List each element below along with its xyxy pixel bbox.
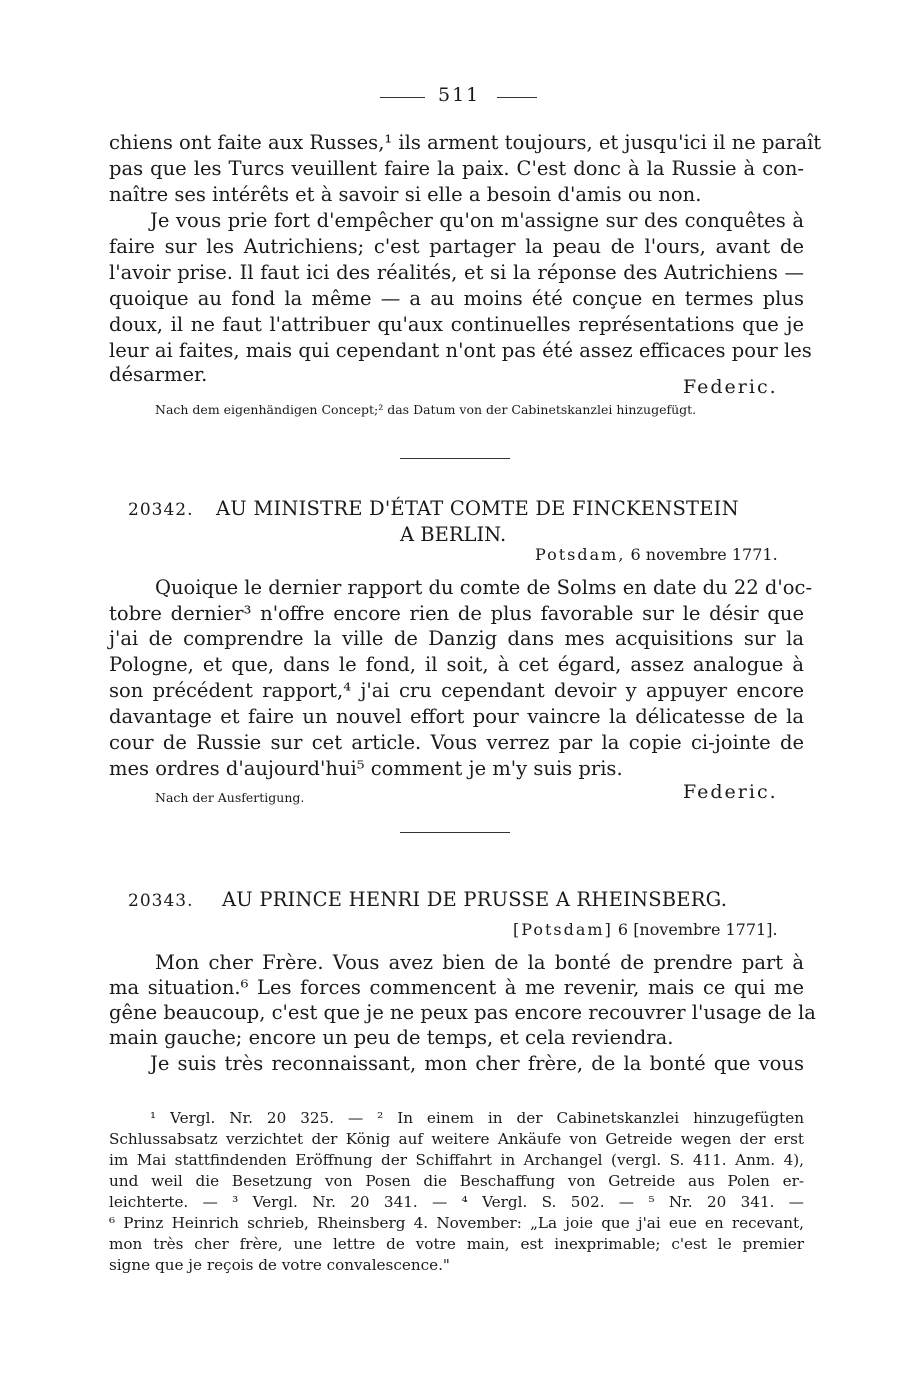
- text-line: chiens ont faite aux Russes,¹ ils arment toujours, et jusqu'ici il ne paraît: [109, 131, 822, 154]
- text-line: doux, il ne faut l'attribuer qu'aux continuelles représentations que je: [109, 313, 804, 336]
- text-line: davantage et faire un nouvel effort pour vaincre la délicatesse de la: [109, 705, 804, 728]
- signature: Federic.: [683, 781, 778, 803]
- footnote-line: ⁶ Prinz Heinrich schrieb, Rheinsberg 4. November: „La joie que j'ai eue en recevant,: [109, 1214, 804, 1232]
- text-line: Pologne, et que, dans le fond, il soit, à cet égard, assez analogue à: [109, 653, 804, 676]
- header-rule-left: [380, 97, 425, 98]
- text-line: Quoique le dernier rapport du comte de Solms en date du 22 d'oc-: [155, 576, 813, 599]
- text-line: Mon cher Frère. Vous avez bien de la bonté de prendre part à: [155, 951, 804, 974]
- section-divider: [400, 832, 510, 833]
- source-note: Nach der Ausfertigung.: [155, 790, 305, 805]
- letter-heading: AU MINISTRE D'ÉTAT COMTE DE FINCKENSTEIN: [216, 497, 739, 520]
- dateline-place: Potsdam,: [535, 545, 626, 564]
- text-line: faire sur les Autrichiens; c'est partager la peau de l'ours, avant de: [109, 235, 804, 258]
- dateline: [535, 545, 778, 564]
- footnote-line: im Mai stattfindenden Eröffnung der Schiffahrt in Archangel (vergl. S. 411. Anm. 4),: [109, 1151, 804, 1169]
- dateline-date: 6 [novembre 1771].: [617, 920, 778, 939]
- footnote-line: leichterte. — ³ Vergl. Nr. 20 341. — ⁴ Vergl. S. 502. — ⁵ Nr. 20 341. —: [109, 1193, 804, 1211]
- text-line: l'avoir prise. Il faut ici des réalités, et si la réponse des Autrichiens —: [109, 261, 804, 284]
- text-line: leur ai faites, mais qui cependant n'ont pas été assez efficaces pour les: [109, 339, 812, 362]
- letter-heading: AU PRINCE HENRI DE PRUSSE A RHEINSBERG.: [222, 888, 728, 911]
- text-line: quoique au fond la même — a au moins été conçue en termes plus: [109, 287, 804, 310]
- footnote-line: signe que je reçois de votre convalescence.": [109, 1256, 450, 1274]
- text-line: Je vous prie fort d'empêcher qu'on m'assigne sur des conquêtes à: [150, 209, 804, 232]
- page-number: 511: [438, 84, 481, 106]
- text-line: main gauche; encore un peu de temps, et cela reviendra.: [109, 1026, 674, 1049]
- footnote-line: und weil die Besetzung von Posen die Beschaffung von Getreide aus Polen er-: [109, 1172, 804, 1190]
- header-rule-right: [497, 97, 537, 98]
- signature: Federic.: [683, 376, 778, 398]
- section-divider: [400, 458, 510, 459]
- dateline-date: 6 novembre 1771.: [630, 545, 778, 564]
- footnote-line: ¹ Vergl. Nr. 20 325. — ² In einem in der Cabinetskanzlei hinzugefügten: [150, 1109, 804, 1127]
- text-line: mes ordres d'aujourd'hui⁵ comment je m'y suis pris.: [109, 757, 623, 780]
- dateline: [513, 920, 778, 939]
- text-line: pas que les Turcs veuillent faire la paix. C'est donc à la Russie à con-: [109, 157, 804, 180]
- text-line: cour de Russie sur cet article. Vous verrez par la copie ci-jointe de: [109, 731, 804, 754]
- text-line: son précédent rapport,⁴ j'ai cru cependant devoir y appuyer encore: [109, 679, 804, 702]
- dateline-place: [Potsdam]: [513, 920, 613, 939]
- footnote-line: Schlussabsatz verzichtet der König auf weitere Ankäufe von Getreide wegen der erst: [109, 1130, 804, 1148]
- text-line: gêne beaucoup, c'est que je ne peux pas encore recouvrer l'usage de la: [109, 1001, 816, 1024]
- text-line: ma situation.⁶ Les forces commencent à me revenir, mais ce qui me: [109, 976, 804, 999]
- text-line: naître ses intérêts et à savoir si elle a besoin d'amis ou non.: [109, 183, 702, 206]
- letter-number: 20342.: [128, 500, 194, 520]
- source-note: Nach dem eigenhändigen Concept;² das Datum von der Cabinetskanzlei hinzugefügt.: [155, 402, 697, 417]
- letter-heading-line2: A BERLIN.: [400, 523, 507, 546]
- text-line: tobre dernier³ n'offre encore rien de plus favorable sur le désir que: [109, 602, 804, 625]
- letter-number: 20343.: [128, 891, 194, 911]
- text-line: désarmer.: [109, 363, 208, 386]
- footnote-line: mon très cher frère, une lettre de votre main, est inexprimable; c'est le premier: [109, 1235, 804, 1253]
- text-line: Je suis très reconnaissant, mon cher frère, de la bonté que vous: [150, 1052, 804, 1075]
- text-line: j'ai de comprendre la ville de Danzig dans mes acquisitions sur la: [109, 627, 804, 650]
